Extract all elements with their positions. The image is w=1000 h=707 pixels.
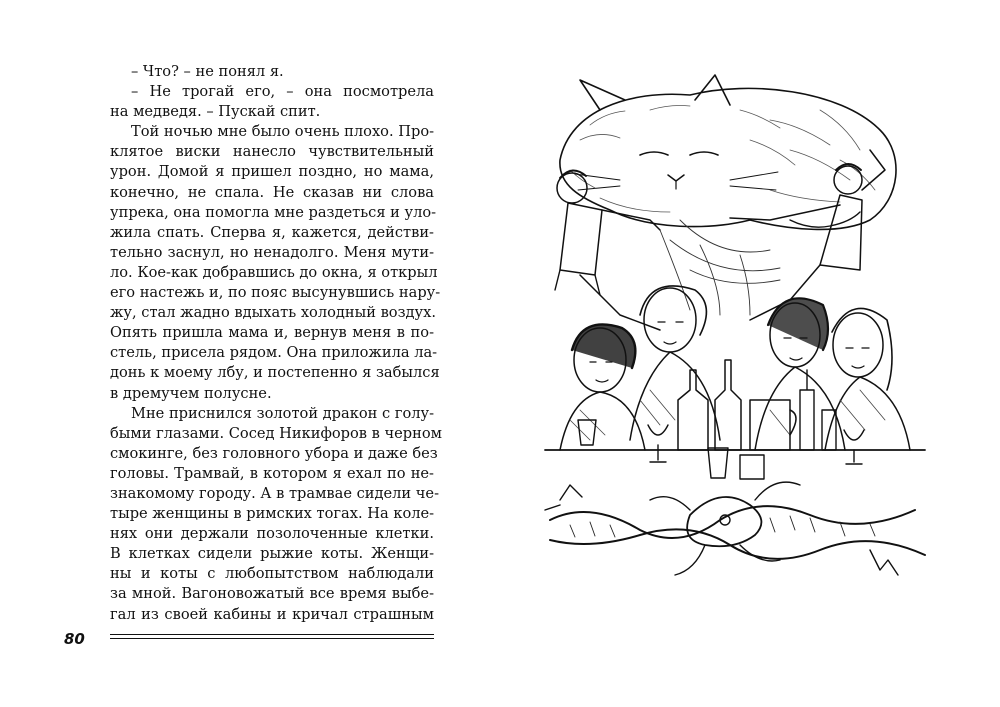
text-line: – Что? – не понял я. xyxy=(131,63,284,80)
book-illustration xyxy=(540,70,930,610)
text-line: упрека, она помогла мне раздеться и уло- xyxy=(110,203,437,221)
text-line: урон. Домой я пришел поздно, но мама, xyxy=(110,163,434,181)
footer-rule xyxy=(110,634,434,635)
paragraph-4 xyxy=(110,404,442,625)
text-line: тыре женщины в римских тогах. На коле- xyxy=(110,505,435,523)
text-line: жу, стал жадно вдыхать холодный воздух. xyxy=(110,304,436,322)
text-line: Той ночью мне было очень плохо. Про- xyxy=(131,123,435,141)
text-line: гал из своей кабины и кричал страшным xyxy=(110,605,434,623)
text-line: В клетках сидели рыжие коты. Женщи- xyxy=(110,545,434,563)
paragraph-1 xyxy=(110,62,434,82)
text-line: донь к моему лбу, и постепенно я забылся xyxy=(110,364,440,382)
text-line: – Не трогай его, – она посмотрела xyxy=(131,83,434,101)
text-line: тельно заснул, но ненадолго. Меня мути- xyxy=(110,243,434,261)
text-line: головы. Трамвай, в котором я ехал по не- xyxy=(110,464,434,482)
sleeping-cat-drawing xyxy=(560,75,896,229)
page-number: 80 xyxy=(64,630,85,648)
text-line: жила спать. Сперва я, кажется, действи- xyxy=(110,223,434,241)
text-line: ны и коты с любопытством наблюдали xyxy=(110,565,434,583)
bottles-and-glasses-drawing xyxy=(545,360,925,479)
text-line: знакомому городу. А в трамвае сидели че- xyxy=(110,484,440,502)
text-line: конечно, не спала. Не сказав ни слова xyxy=(110,183,434,201)
people-at-table-drawing xyxy=(560,286,910,450)
page-body-text xyxy=(110,62,442,625)
dragon-drawing xyxy=(545,482,925,575)
text-line: стель, присела рядом. Она приложила ла- xyxy=(110,344,438,362)
text-line: его настежь и, по пояс высунувшись нару- xyxy=(110,284,441,302)
text-line: нях они держали позолоченные клетки. xyxy=(110,525,434,543)
text-line: быми глазами. Сосед Никифоров в черном xyxy=(110,424,442,442)
paragraph-2 xyxy=(110,82,434,122)
text-line: на медведя. – Пускай спит. xyxy=(110,103,321,121)
text-line: смокинге, без головного убора и даже без xyxy=(110,444,438,462)
text-line: Мне приснился золотой дракон с голу- xyxy=(131,404,435,422)
paragraph-3 xyxy=(110,122,441,403)
dancers-drawing xyxy=(555,150,885,330)
text-line: за мной. Вагоновожатый все время выбе- xyxy=(110,585,434,603)
footer-rule xyxy=(110,638,434,639)
text-line: ло. Кое-как добравшись до окна, я открыл xyxy=(110,263,438,281)
text-line: клятое виски нанесло чувствительный xyxy=(110,143,434,161)
text-line: в дремучем полусне. xyxy=(110,384,272,402)
text-line: Опять пришла мама и, вернув меня в по- xyxy=(110,324,434,342)
